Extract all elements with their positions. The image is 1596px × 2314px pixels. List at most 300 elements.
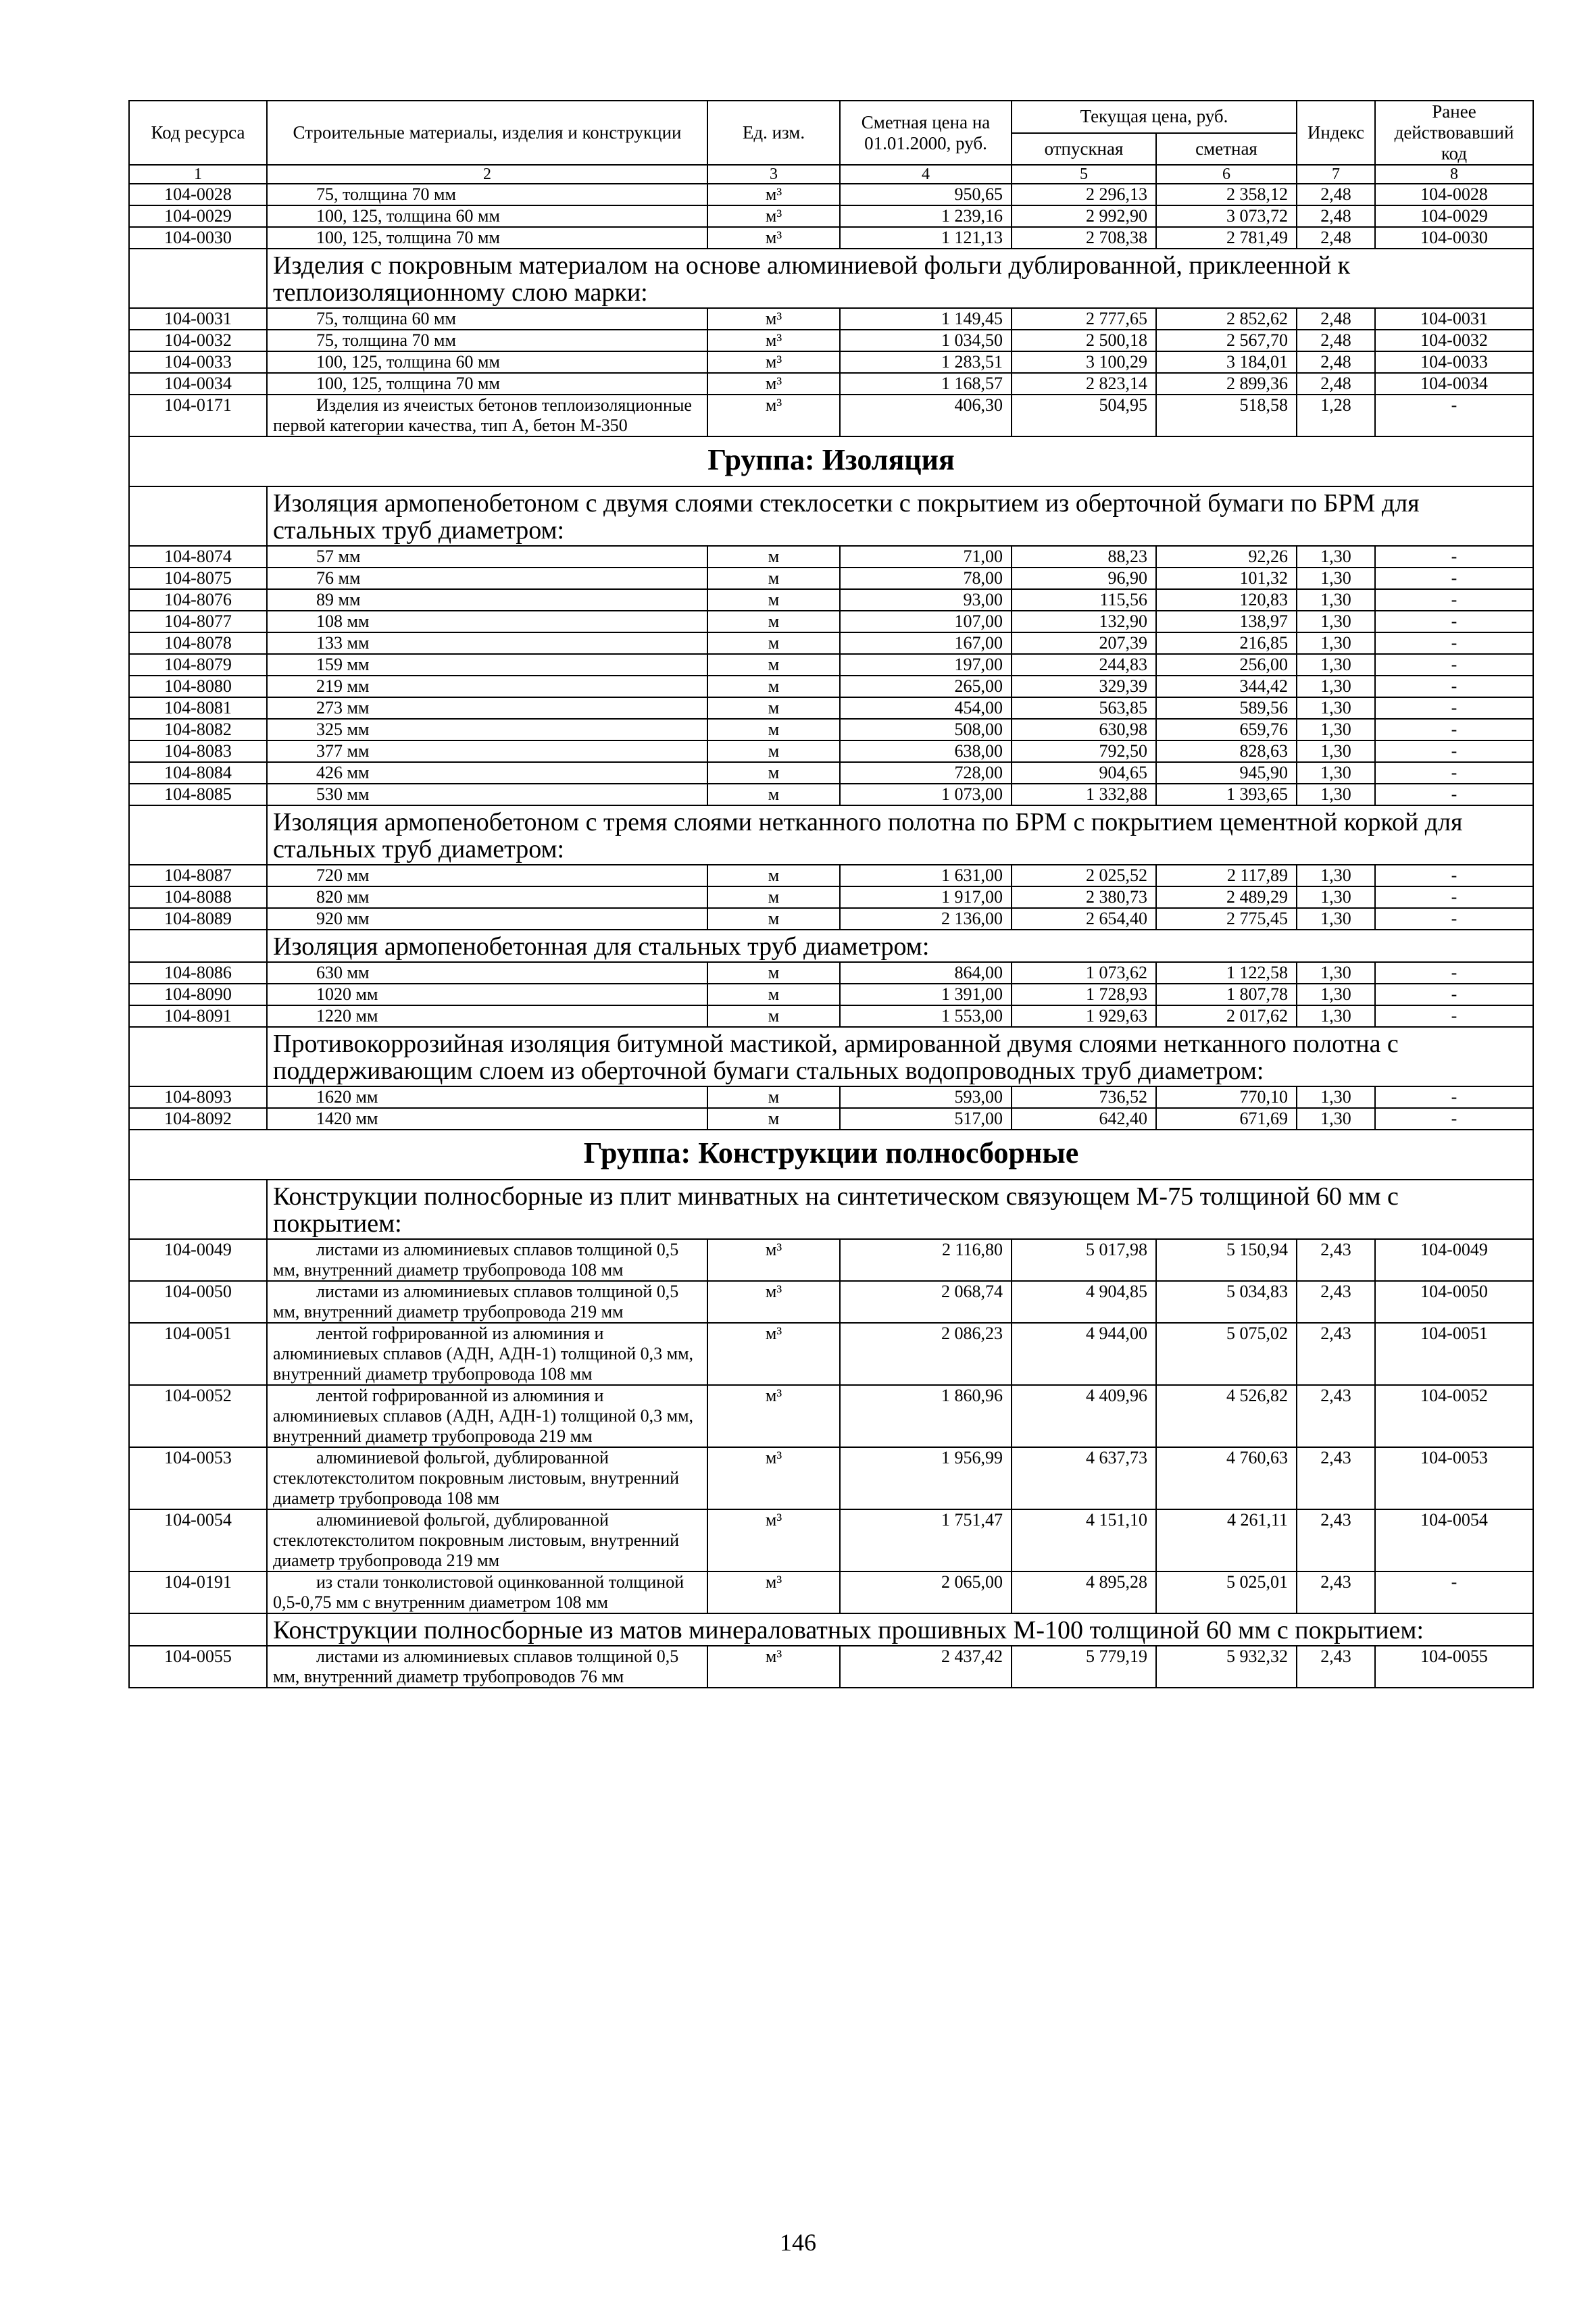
unit: м [707, 1108, 840, 1130]
resource-code: 104-0032 [129, 330, 267, 351]
release-price: 329,39 [1012, 676, 1156, 697]
table-row [129, 962, 1533, 984]
base-price: 454,00 [840, 697, 1012, 719]
base-price: 1 751,47 [840, 1509, 1012, 1571]
previous-code: - [1375, 962, 1533, 984]
empty-cell [129, 249, 267, 308]
estimate-price: 5 932,32 [1156, 1646, 1297, 1688]
base-price: 1 631,00 [840, 865, 1012, 886]
estimate-price: 4 760,63 [1156, 1447, 1297, 1509]
previous-code: - [1375, 1005, 1533, 1027]
resource-code: 104-0171 [129, 395, 267, 436]
resource-code: 104-8080 [129, 676, 267, 697]
resource-code: 104-8088 [129, 886, 267, 908]
base-price: 517,00 [840, 1108, 1012, 1130]
table-row [129, 1571, 1533, 1613]
table-row [129, 1086, 1533, 1108]
table-row [129, 1323, 1533, 1385]
base-price: 406,30 [840, 395, 1012, 436]
release-price: 504,95 [1012, 395, 1156, 436]
base-price: 1 073,00 [840, 784, 1012, 805]
empty-cell [129, 1180, 267, 1239]
previous-code: - [1375, 762, 1533, 784]
unit: м [707, 611, 840, 632]
estimate-price: 659,76 [1156, 719, 1297, 740]
previous-code: - [1375, 1086, 1533, 1108]
release-price: 3 100,29 [1012, 351, 1156, 373]
base-price: 1 956,99 [840, 1447, 1012, 1509]
release-price: 1 728,93 [1012, 984, 1156, 1005]
price-index: 2,43 [1297, 1571, 1375, 1613]
col-number: 5 [1012, 165, 1156, 184]
header-name: Строительные материалы, изделия и конструкции [267, 101, 707, 165]
price-index: 2,48 [1297, 308, 1375, 330]
previous-code: - [1375, 719, 1533, 740]
table-row [129, 740, 1533, 762]
material-name: 75, толщина 70 мм [267, 184, 707, 205]
resource-code: 104-8074 [129, 546, 267, 568]
resource-code: 104-8091 [129, 1005, 267, 1027]
previous-code: 104-0029 [1375, 205, 1533, 227]
material-name: 426 мм [267, 762, 707, 784]
resource-code: 104-8087 [129, 865, 267, 886]
price-index: 2,48 [1297, 330, 1375, 351]
release-price: 2 500,18 [1012, 330, 1156, 351]
unit: м [707, 589, 840, 611]
estimate-price: 256,00 [1156, 654, 1297, 676]
section-heading: Конструкции полносборные из матов минераловатных прошивных М-100 толщиной 60 мм с покрытием: [267, 1613, 1533, 1646]
release-price: 2 708,38 [1012, 227, 1156, 249]
material-name: 89 мм [267, 589, 707, 611]
release-price: 2 654,40 [1012, 908, 1156, 930]
base-price: 1 168,57 [840, 373, 1012, 395]
base-price: 1 391,00 [840, 984, 1012, 1005]
resource-code: 104-8083 [129, 740, 267, 762]
previous-code: - [1375, 395, 1533, 436]
base-price: 1 917,00 [840, 886, 1012, 908]
resource-code: 104-0055 [129, 1646, 267, 1688]
resource-code: 104-8093 [129, 1086, 267, 1108]
material-name: 1220 мм [267, 1005, 707, 1027]
unit: м³ [707, 308, 840, 330]
unit: м [707, 984, 840, 1005]
release-price: 132,90 [1012, 611, 1156, 632]
table-row [129, 984, 1533, 1005]
col-number: 1 [129, 165, 267, 184]
empty-cell [129, 805, 267, 865]
price-index: 1,30 [1297, 697, 1375, 719]
table-row [129, 762, 1533, 784]
price-index: 1,30 [1297, 568, 1375, 589]
group-heading: Группа: Изоляция [129, 436, 1533, 486]
unit: м³ [707, 205, 840, 227]
release-price: 115,56 [1012, 589, 1156, 611]
material-name: 1020 мм [267, 984, 707, 1005]
unit: м [707, 568, 840, 589]
release-price: 792,50 [1012, 740, 1156, 762]
release-price: 630,98 [1012, 719, 1156, 740]
unit: м [707, 632, 840, 654]
header-index: Индекс [1297, 101, 1375, 165]
resource-code: 104-8086 [129, 962, 267, 984]
unit: м [707, 865, 840, 886]
material-name: 76 мм [267, 568, 707, 589]
resource-code: 104-8082 [129, 719, 267, 740]
estimate-price: 2 489,29 [1156, 886, 1297, 908]
estimate-price: 2 899,36 [1156, 373, 1297, 395]
price-index: 2,48 [1297, 351, 1375, 373]
previous-code: - [1375, 568, 1533, 589]
resource-code: 104-0051 [129, 1323, 267, 1385]
resource-code: 104-0028 [129, 184, 267, 205]
release-price: 4 895,28 [1012, 1571, 1156, 1613]
empty-cell [129, 1027, 267, 1086]
resource-code: 104-8090 [129, 984, 267, 1005]
estimate-price: 1 122,58 [1156, 962, 1297, 984]
previous-code: 104-0030 [1375, 227, 1533, 249]
material-name: из стали тонколистовой оцинкованной толщиной 0,5-0,75 мм с внутренним диаметром 108 мм [267, 1571, 707, 1613]
release-price: 2 823,14 [1012, 373, 1156, 395]
section-heading-row [129, 930, 1533, 962]
section-heading: Изоляция армопенобетоном с тремя слоями нетканного полотна по БРМ с покрытием цементной коркой для стальных труб диаметром: [267, 805, 1533, 865]
previous-code: - [1375, 886, 1533, 908]
previous-code: - [1375, 546, 1533, 568]
price-index: 1,30 [1297, 865, 1375, 886]
col-number: 7 [1297, 165, 1375, 184]
resource-code: 104-0034 [129, 373, 267, 395]
material-name: листами из алюминиевых сплавов толщиной 0,5 мм, внутренний диаметр трубопровода 219 мм [267, 1281, 707, 1323]
price-index: 1,30 [1297, 546, 1375, 568]
resource-code: 104-8075 [129, 568, 267, 589]
material-name: 100, 125, толщина 70 мм [267, 373, 707, 395]
table-row [129, 676, 1533, 697]
release-price: 2 380,73 [1012, 886, 1156, 908]
resource-code: 104-0031 [129, 308, 267, 330]
header-prev-code: Ранее действовавший код [1375, 101, 1533, 165]
table-row [129, 1509, 1533, 1571]
price-index: 2,48 [1297, 184, 1375, 205]
price-index: 1,30 [1297, 1108, 1375, 1130]
release-price: 4 151,10 [1012, 1509, 1156, 1571]
previous-code: - [1375, 740, 1533, 762]
estimate-price: 5 025,01 [1156, 1571, 1297, 1613]
resource-code: 104-8078 [129, 632, 267, 654]
base-price: 1 239,16 [840, 205, 1012, 227]
section-heading-row [129, 1613, 1533, 1646]
estimate-price: 101,32 [1156, 568, 1297, 589]
base-price: 2 086,23 [840, 1323, 1012, 1385]
previous-code: - [1375, 611, 1533, 632]
unit: м³ [707, 227, 840, 249]
table-row [129, 886, 1533, 908]
estimate-price: 92,26 [1156, 546, 1297, 568]
unit: м [707, 740, 840, 762]
estimate-price: 5 034,83 [1156, 1281, 1297, 1323]
price-index: 2,43 [1297, 1323, 1375, 1385]
material-name: 325 мм [267, 719, 707, 740]
previous-code: 104-0055 [1375, 1646, 1533, 1688]
material-name: 1420 мм [267, 1108, 707, 1130]
release-price: 5 779,19 [1012, 1646, 1156, 1688]
estimate-price: 2 781,49 [1156, 227, 1297, 249]
resource-code: 104-0033 [129, 351, 267, 373]
header-unit: Ед. изм. [707, 101, 840, 165]
base-price: 508,00 [840, 719, 1012, 740]
material-name: 108 мм [267, 611, 707, 632]
previous-code: - [1375, 654, 1533, 676]
table-row [129, 1239, 1533, 1281]
price-index: 2,43 [1297, 1447, 1375, 1509]
col-number: 3 [707, 165, 840, 184]
estimate-price: 5 075,02 [1156, 1323, 1297, 1385]
resource-code: 104-0052 [129, 1385, 267, 1447]
price-index: 1,30 [1297, 762, 1375, 784]
empty-cell [129, 1613, 267, 1646]
base-price: 728,00 [840, 762, 1012, 784]
previous-code: 104-0028 [1375, 184, 1533, 205]
release-price: 5 017,98 [1012, 1239, 1156, 1281]
base-price: 167,00 [840, 632, 1012, 654]
unit: м [707, 697, 840, 719]
price-index: 1,30 [1297, 984, 1375, 1005]
price-index: 2,48 [1297, 373, 1375, 395]
material-name: листами из алюминиевых сплавов толщиной 0,5 мм, внутренний диаметр трубопроводов 76 мм [267, 1646, 707, 1688]
material-name: 820 мм [267, 886, 707, 908]
previous-code: - [1375, 865, 1533, 886]
material-name: 1620 мм [267, 1086, 707, 1108]
estimate-price: 2 852,62 [1156, 308, 1297, 330]
previous-code: - [1375, 1108, 1533, 1130]
price-index: 2,43 [1297, 1239, 1375, 1281]
table-row [129, 1447, 1533, 1509]
price-index: 1,30 [1297, 632, 1375, 654]
base-price: 2 068,74 [840, 1281, 1012, 1323]
release-price: 2 025,52 [1012, 865, 1156, 886]
estimate-price: 4 261,11 [1156, 1509, 1297, 1571]
material-name: 57 мм [267, 546, 707, 568]
table-row [129, 568, 1533, 589]
estimate-price: 138,97 [1156, 611, 1297, 632]
section-heading-row [129, 1027, 1533, 1086]
material-name: 920 мм [267, 908, 707, 930]
previous-code: - [1375, 632, 1533, 654]
table-row [129, 784, 1533, 805]
release-price: 736,52 [1012, 1086, 1156, 1108]
section-heading: Противокоррозийная изоляция битумной мастикой, армированной двумя слоями нетканного полотна с поддерживающим слоем из оберточной бумаги стальных водопроводных труб диаметром: [267, 1027, 1533, 1086]
base-price: 71,00 [840, 546, 1012, 568]
release-price: 244,83 [1012, 654, 1156, 676]
material-name: 100, 125, толщина 60 мм [267, 205, 707, 227]
table-row [129, 373, 1533, 395]
estimate-price: 589,56 [1156, 697, 1297, 719]
base-price: 1 149,45 [840, 308, 1012, 330]
release-price: 4 904,85 [1012, 1281, 1156, 1323]
empty-cell [129, 486, 267, 546]
previous-code: - [1375, 676, 1533, 697]
previous-code: - [1375, 697, 1533, 719]
estimate-price: 1 807,78 [1156, 984, 1297, 1005]
base-price: 2 136,00 [840, 908, 1012, 930]
table-row [129, 1108, 1533, 1130]
resource-code: 104-0029 [129, 205, 267, 227]
resource-code: 104-8092 [129, 1108, 267, 1130]
resource-code: 104-8079 [129, 654, 267, 676]
estimate-price: 1 393,65 [1156, 784, 1297, 805]
section-heading: Конструкции полносборные из плит минватных на синтетическом связующем М-75 толщиной 60 мм с покрытием: [267, 1180, 1533, 1239]
unit: м³ [707, 1646, 840, 1688]
price-index: 1,28 [1297, 395, 1375, 436]
unit: м [707, 546, 840, 568]
material-name: алюминиевой фольгой, дублированной стеклотекстолитом покровным листовым, внутренний диаметр трубопровода 219 мм [267, 1509, 707, 1571]
price-index: 1,30 [1297, 611, 1375, 632]
base-price: 1 121,13 [840, 227, 1012, 249]
resource-code: 104-8089 [129, 908, 267, 930]
table-row [129, 395, 1533, 436]
unit: м [707, 886, 840, 908]
table-row [129, 184, 1533, 205]
header-code: Код ресурса [129, 101, 267, 165]
unit: м³ [707, 184, 840, 205]
table-row [129, 351, 1533, 373]
page-number: 146 [780, 2229, 816, 2256]
table-row [129, 308, 1533, 330]
table-row [129, 589, 1533, 611]
resource-code: 104-8077 [129, 611, 267, 632]
unit: м³ [707, 373, 840, 395]
estimate-price: 5 150,94 [1156, 1239, 1297, 1281]
section-heading: Изделия с покровным материалом на основе алюминиевой фольги дублированной, приклеенной к теплоизоляционному слою марки: [267, 249, 1533, 308]
previous-code: 104-0033 [1375, 351, 1533, 373]
unit: м [707, 784, 840, 805]
material-name: алюминиевой фольгой, дублированной стеклотекстолитом покровным листовым, внутренний диаметр трубопровода 108 мм [267, 1447, 707, 1509]
table-row [129, 611, 1533, 632]
base-price: 2 437,42 [840, 1646, 1012, 1688]
group-heading: Группа: Конструкции полносборные [129, 1130, 1533, 1180]
base-price: 638,00 [840, 740, 1012, 762]
material-name: 100, 125, толщина 70 мм [267, 227, 707, 249]
base-price: 1 034,50 [840, 330, 1012, 351]
section-heading: Изоляция армопенобетоном с двумя слоями стеклосетки с покрытием из оберточной бумаги по БРМ для стальных труб диаметром: [267, 486, 1533, 546]
release-price: 4 409,96 [1012, 1385, 1156, 1447]
estimate-price: 945,90 [1156, 762, 1297, 784]
section-heading-row [129, 486, 1533, 546]
material-name: 219 мм [267, 676, 707, 697]
resource-code: 104-0049 [129, 1239, 267, 1281]
previous-code: 104-0053 [1375, 1447, 1533, 1509]
table-row [129, 205, 1533, 227]
base-price: 93,00 [840, 589, 1012, 611]
unit: м [707, 1086, 840, 1108]
price-index: 1,30 [1297, 676, 1375, 697]
group-heading-row [129, 1130, 1533, 1180]
unit: м³ [707, 1323, 840, 1385]
resource-code: 104-0030 [129, 227, 267, 249]
section-heading: Изоляция армопенобетонная для стальных труб диаметром: [267, 930, 1533, 962]
estimate-price: 4 526,82 [1156, 1385, 1297, 1447]
group-heading-row [129, 436, 1533, 486]
unit: м [707, 654, 840, 676]
unit: м³ [707, 351, 840, 373]
table-row [129, 697, 1533, 719]
estimate-price: 2 117,89 [1156, 865, 1297, 886]
previous-code: 104-0052 [1375, 1385, 1533, 1447]
release-price: 904,65 [1012, 762, 1156, 784]
previous-code: 104-0032 [1375, 330, 1533, 351]
col-number: 6 [1156, 165, 1297, 184]
estimate-price: 120,83 [1156, 589, 1297, 611]
price-index: 1,30 [1297, 886, 1375, 908]
material-name: 630 мм [267, 962, 707, 984]
table-row [129, 908, 1533, 930]
release-price: 563,85 [1012, 697, 1156, 719]
resource-code: 104-8081 [129, 697, 267, 719]
price-table [128, 100, 1534, 1688]
material-name: 159 мм [267, 654, 707, 676]
resource-code: 104-8084 [129, 762, 267, 784]
unit: м³ [707, 1239, 840, 1281]
resource-code: 104-8085 [129, 784, 267, 805]
resource-code: 104-8076 [129, 589, 267, 611]
previous-code: 104-0049 [1375, 1239, 1533, 1281]
section-heading-row [129, 1180, 1533, 1239]
unit: м³ [707, 395, 840, 436]
unit: м [707, 719, 840, 740]
release-price: 1 929,63 [1012, 1005, 1156, 1027]
unit: м [707, 762, 840, 784]
unit: м³ [707, 1571, 840, 1613]
estimate-price: 2 017,62 [1156, 1005, 1297, 1027]
table-row [129, 1385, 1533, 1447]
header-estimate: сметная [1156, 133, 1297, 166]
base-price: 2 116,80 [840, 1239, 1012, 1281]
material-name: 75, толщина 60 мм [267, 308, 707, 330]
material-name: 377 мм [267, 740, 707, 762]
table-row [129, 865, 1533, 886]
header-release: отпускная [1012, 133, 1156, 166]
material-name: лентой гофрированной из алюминия и алюминиевых сплавов (АДН, АДН-1) толщиной 0,3 мм, внутренний диаметр трубопровода 219 мм [267, 1385, 707, 1447]
material-name: лентой гофрированной из алюминия и алюминиевых сплавов (АДН, АДН-1) толщиной 0,3 мм, внутренний диаметр трубопровода 108 мм [267, 1323, 707, 1385]
base-price: 1 283,51 [840, 351, 1012, 373]
table-row [129, 1005, 1533, 1027]
col-number: 4 [840, 165, 1012, 184]
unit: м³ [707, 1509, 840, 1571]
release-price: 88,23 [1012, 546, 1156, 568]
previous-code: - [1375, 984, 1533, 1005]
price-index: 1,30 [1297, 654, 1375, 676]
estimate-price: 2 775,45 [1156, 908, 1297, 930]
column-number-row [129, 165, 1533, 184]
section-heading-row [129, 249, 1533, 308]
unit: м [707, 676, 840, 697]
previous-code: 104-0051 [1375, 1323, 1533, 1385]
estimate-price: 3 184,01 [1156, 351, 1297, 373]
unit: м [707, 962, 840, 984]
release-price: 96,90 [1012, 568, 1156, 589]
material-name: листами из алюминиевых сплавов толщиной 0,5 мм, внутренний диаметр трубопровода 108 мм [267, 1239, 707, 1281]
base-price: 2 065,00 [840, 1571, 1012, 1613]
resource-code: 104-0054 [129, 1509, 267, 1571]
material-name: 273 мм [267, 697, 707, 719]
estimate-price: 518,58 [1156, 395, 1297, 436]
estimate-price: 671,69 [1156, 1108, 1297, 1130]
base-price: 265,00 [840, 676, 1012, 697]
price-index: 2,43 [1297, 1281, 1375, 1323]
price-index: 1,30 [1297, 784, 1375, 805]
price-index: 2,48 [1297, 227, 1375, 249]
previous-code: - [1375, 784, 1533, 805]
resource-code: 104-0050 [129, 1281, 267, 1323]
price-index: 1,30 [1297, 589, 1375, 611]
